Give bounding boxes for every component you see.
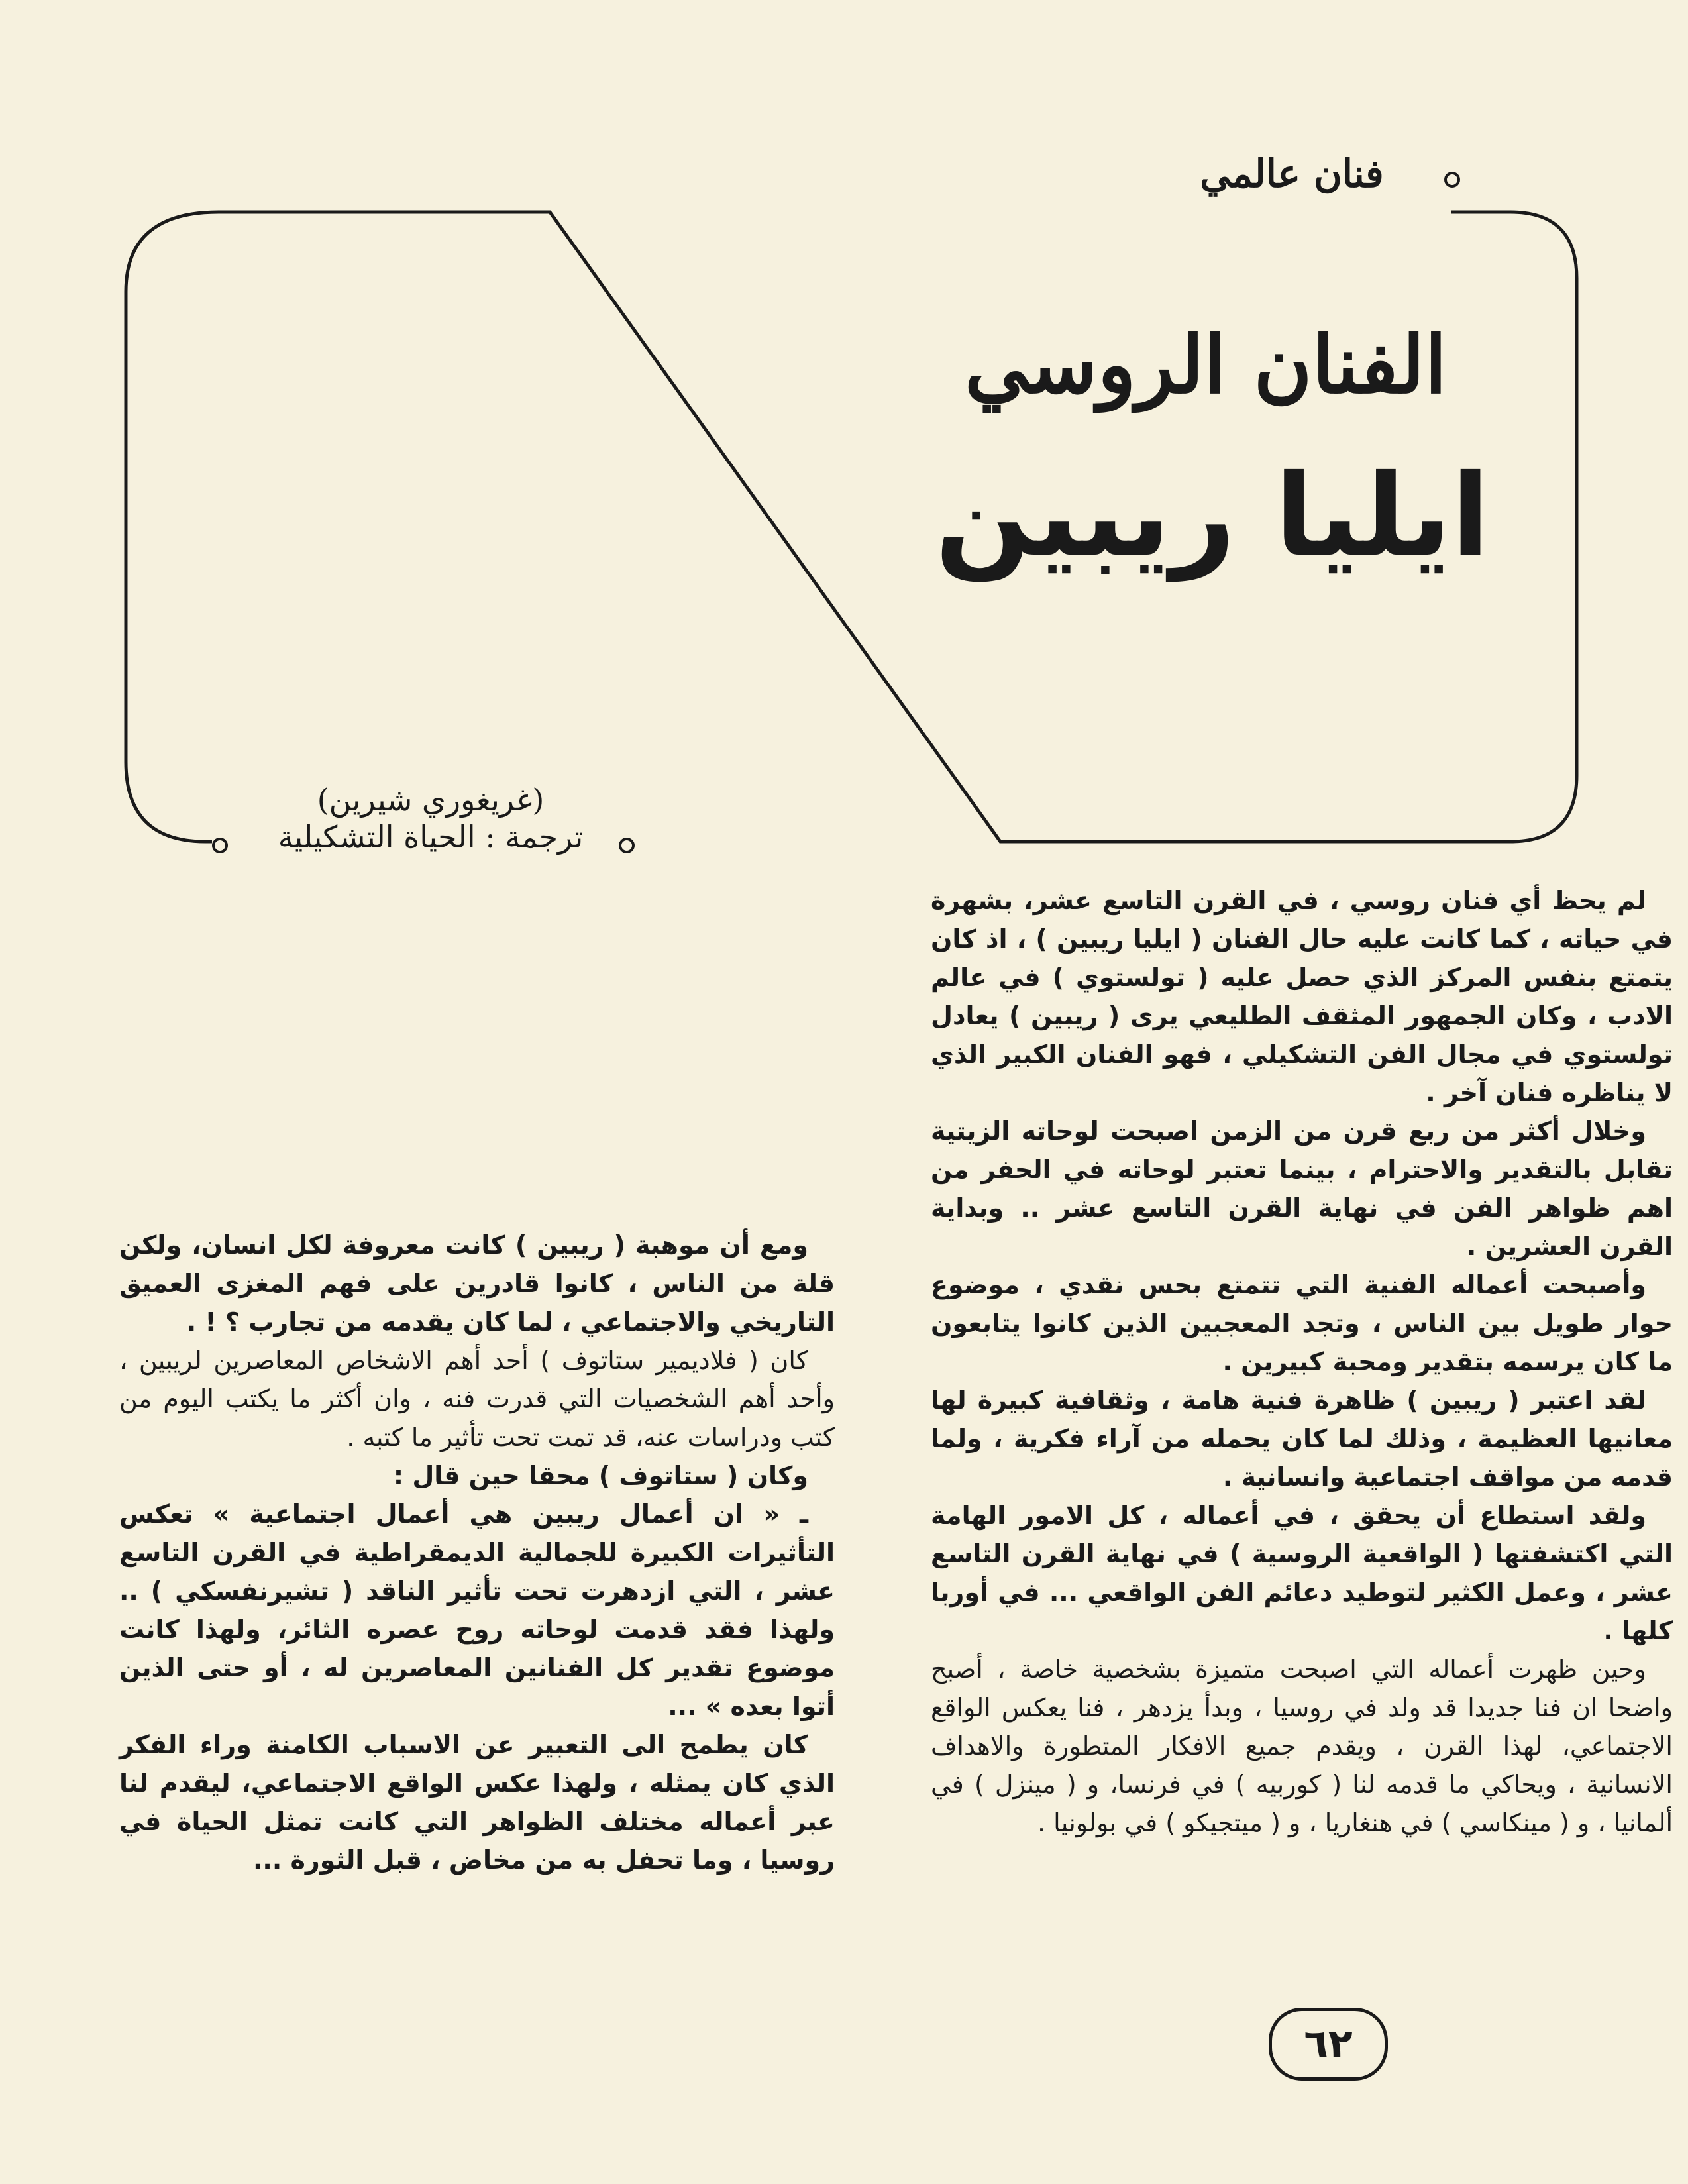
paragraph: ـ « ان أعمال ريبين هي أعمال اجتماعية » تعكس التأثيرات الكبيرة للجمالية الديمقراطية في القرن التاسع عشر ، التي ازدهرت تحت تأثير الناقد ( تشيرنفسكي ) .. ولهذا فقد قدمت لوحاته روح عصره الثائر، ولهذا كانت موضوع تقدير كل الفنانين المعاصرين له ، أو حتى الذين أتوا بعده » ... — [119, 1500, 835, 1721]
title-line-2: ايليا ريبين — [935, 451, 1490, 582]
paragraph: ولقد استطاع أن يحقق ، في أعماله ، كل الامور الهامة التي اكتشفتها ( الواقعية الروسية ) في نهاية القرن التاسع عشر ، وعمل الكثير لتوطيد دعائم الفن الواقعي ... في أوربا كلها . — [931, 1501, 1673, 1645]
right-column — [931, 881, 1673, 1842]
paragraph: وأصبحت أعماله الفنية التي تتمتع بحس نقدي ، موضوع حوار طويل بين الناس ، وتجد المعجبين الذين كانوا يتابعون ما كان يرسمه بتقدير ومحبة كبيرين . — [931, 1270, 1673, 1376]
paragraph: ومع أن موهبة ( ريبين ) كانت معروفة لكل انسان، ولكن قلة من الناس ، كانوا قادرين على فهم المغزى العميق التاريخي والاجتماعي ، لما كان يقدمه من تجارب ؟ ! . — [119, 1230, 835, 1337]
paragraph: وكان ( ستاتوف ) محقا حين قال : — [393, 1461, 808, 1490]
translator-byline: ترجمة : الحياة التشكيلية — [278, 819, 584, 855]
bullet-dot-icon — [1444, 172, 1460, 188]
paragraph: لقد اعتبر ( ريبين ) ظاهرة فنية هامة ، وثقافية كبيرة لها معانيها العظيمة ، وذلك لما كان يحمله من آراء فكرية ، ولما قدمه من مواقف اجتماعية وانسانية . — [931, 1386, 1673, 1492]
paragraph: وحين ظهرت أعماله التي اصبحت متميزة بشخصية خاصة ، أصبح واضحا ان فنا جديدا قد ولد في روسيا ، وبدأ يزدهر ، فنا يعكس الواقع الاجتماعي، لهذا القرن ، ويقدم جميع الافكار المتطورة والاهداف الانسانية ، ويحاكي ما قدمه لنا ( كوربيه ) في فرنسا، و ( مينزل ) في ألمانيا ، و ( مينكاسي ) في هنغاريا ، و ( ميتجيكو ) في بولونيا . — [931, 1655, 1673, 1837]
section-label: فنان عالمي — [1200, 151, 1384, 196]
title-frame-left-curve — [126, 212, 219, 842]
author-byline: (غريغوري شيرين) — [317, 782, 545, 818]
paragraph: كان ( فلاديمير ستاتوف ) أحد أهم الاشخاص المعاصرين لريبين ، وأحد أهم الشخصيات التي قدرت فنه ، وان أكثر ما يكتب اليوم من كتب ودراسات عنه، قد تمت تحت تأثير ما كتبه . — [119, 1346, 835, 1452]
left-column — [119, 1226, 835, 1879]
paragraph: كان يطمح الى التعبير عن الاسباب الكامنة وراء الفكر الذي كان يمثله ، ولهذا عكس الواقع الاجتماعي، ليقدم لنا عبر أعماله مختلف الظواهر التي كانت تمثل الحياة في روسيا ، وما تحفل به من مخاض ، قبل الثورة ... — [119, 1730, 835, 1875]
page-number: ٦٢ — [1269, 2008, 1388, 2081]
paragraph: وخلال أكثر من ربع قرن من الزمن اصبحت لوحاته الزيتية تقابل بالتقدير والاحترام ، بينما تعتبر لوحاته في الحفر من اهم ظواهر الفن في نهاية القرن التاسع عشر .. وبداية القرن العشرين . — [931, 1117, 1673, 1261]
title-line-1: الفنان الروسي — [965, 318, 1447, 411]
paragraph: لم يحظ أي فنان روسي ، في القرن التاسع عشر، بشهرة في حياته ، كما كانت عليه حال الفنان ( ايليا ريبين ) ، اذ كان يتمتع بنفس المركز الذي حصل عليه ( تولستوي ) في عالم الادب ، وكان الجمهور المثقف الطليعي يرى ( ريبين ) يعادل تولستوي في مجال الفن التشكيلي ، فهو الفنان الكبير الذي لا يناظره فنان آخر . — [931, 886, 1673, 1107]
